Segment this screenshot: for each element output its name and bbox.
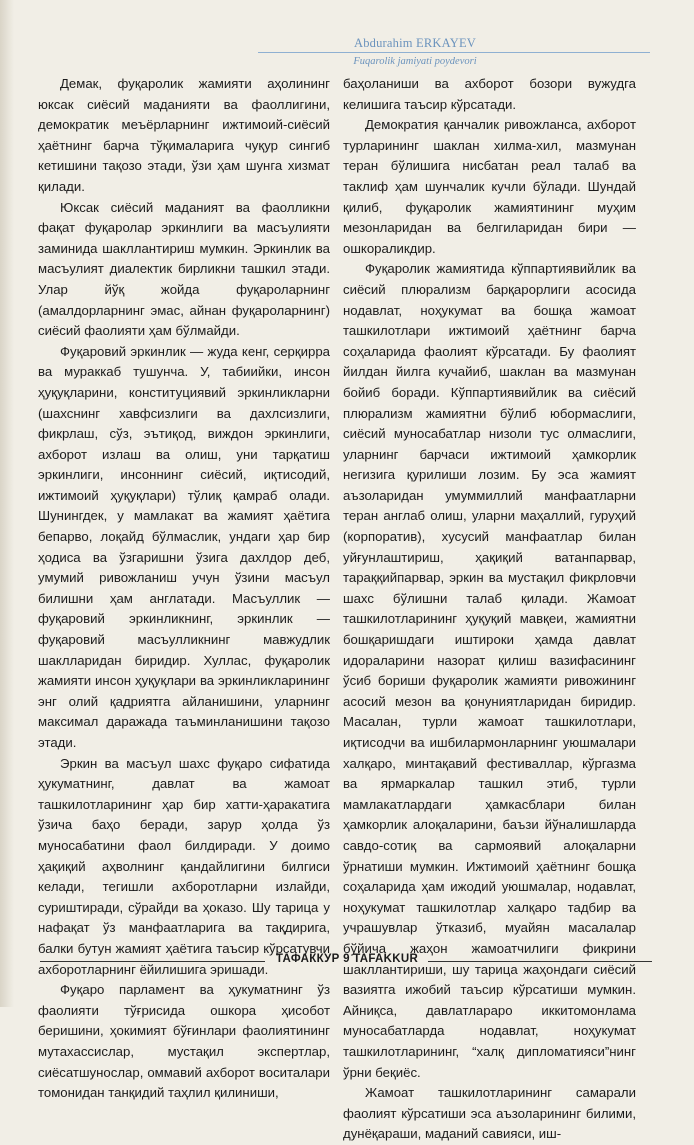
paragraph: Фуқаровий эркинлик — жуда кенг, серқирра ва мураккаб тушунча. У, табиийки, инсон ҳуқуқларини, конституциявий эркинликларни (шахснинг хавфсизлиги ва дахлсизлиги, фикрлаш, сўз, эътиқод, виждон эркинлиги, ахборот излаш ва олиш, уни тарқатиш эркинлиги, инсоннинг сиёсий, иқтисодий, ижтимоий ҳуқуқлари) тўлиқ қамраб олади. Шунингдек, у мамлакат ва жамият ҳаётига бепарво, лоқайд бўлмаслик, ундаги ҳар бир ҳодиса ва ўзгаришни ўзига дахлдор деб, умумий ривожланиш учун ўзини масъул билишни ҳам англатади. Масъуллик — фуқаровий эркинликнинг, эркинлик — фуқаровий масъулликнинг мавжудлик шакллaридан биридир. Хуллас, фуқаролик жамияти инсон ҳуқуқлари ва эркинликларининг энг олий қадриятга айланишини, уларнинг максимал даражада таъминланишини тақозо этади. [38,343,330,750]
paragraph: Фуқаролик жамиятида кўппартиявийлик ва сиёсий плюрализм барқарорлиги асосида нодавлат, ноҳукумат ва бошқа жамоат ташкилотлари ижтимоий ҳаётнинг барча соҳаларида фаолият кўрсатади. Бу фаолият йилдан йилга кучайиб, шаклан ва мазмунан бойиб боради. Кўппартиявийлик ва сиёсий плюрализм жамиятни бўлиб юбормаслиги, сиёсий муносабатлар низоли тус олмаслиги, уларнинг барчаси ижтимоий ҳамкорлик негизига қурилиши лозим. Бу эса жамият аъзоларидан умуммиллий манфаатларни теран англаб олиш, уларни маҳаллий, гуруҳий (корпоратив), хусусий манфаатлар билан уйғунлаштириш, ҳақиқий ватанпарвар, тараққийпарвар, эркин ва мустақил фикрловчи шахс бўлишни талаб қилади. Жамоат ташкилотларининг ҳуқуқий мавқеи, жамиятни бошқаришдаги иштироки ҳамда давлат идораларини назорат қилиш вазифасининг ўсиб бориши фуқаролик жамияти ривожининг асосий мезон ва қонуниятларидан биридир. Масалан, турли жамоат ташкилотлари, иқтисодчи ва ишбилармонларнинг уюшмалари халқаро, минтақавий фестиваллар, кўргазма ва ярмаркалар ташкил этиб, турли мамлакатлардаги ҳамкасблари билан ҳамкорлик алоқаларини, баъзи йўналишларда савдо-сотиқ ва сармоявий алоқаларни ўрнатиши мумкин. Ижтимоий ҳаётнинг бошқа соҳаларида ҳам ижодий уюшмалар, нодавлат, ноҳукумат ташкилотлар халқаро тадбир ва учрашувлар ўтказиб, муайян масалалар бўйича жаҳон жамоатчилиги фикрини шакллантириши, шу тарица жаҳондаги сиёсий вазиятга ижобий таъсир кўрсатиши мумкин. Айниқса, давлатлараро иккитомонлама муносабатларда нодавлат, ноҳукумат ташкилотларининг, “халқ дипломатияси”нинг ўрни беқиёс. [343,261,636,1080]
paragraph: Демократия қанчалик ривожланса, ахборот турларининг шаклан хилма-хил, мазмунан теран бўлишига нисбатан реал талаб ва таклиф ҳам шунчалик кучли бўлади. Шундай қилиб, фуқаролик жамиятининг муҳим мезонларидан ва белгиларидан бири — ошкораликдир. [343,117,636,256]
paragraph-continued: баҳоланиши ва ахборот бозори вужудга келишига таъсир кўрсатади. [343,76,636,112]
running-head-subtitle: Fuqarolik jamiyati poydevori [353,56,477,67]
left-column [38,74,330,1101]
paragraph: Юксак сиёсий маданият ва фаолликни фақат фуқаролар эркинлиги ва масъулияти заминида шакллантириш мумкин. Эркинлик ва масъулият диалектик бирликни ташкил этади. Улар йўқ жойда фуқароларнинг (амалдорларнинг эмас, айнан фуқароларнинг) сиёсий фаолияти ҳам бўлмайди. [38,199,330,339]
footer-rule-right [428,961,652,962]
paragraph: Жамоат ташкилотларининг самарали фаолият кўрсатиши эса аъзоларининг билими, дунёқараши, маданий савияси, иш- [343,1085,636,1142]
page-binding-shadow [0,0,14,1007]
footer-rule-left [40,961,265,962]
page-footer [0,952,694,972]
paragraph: Эркин ва масъул шахс фуқаро сифатида ҳукуматнинг, давлат ва жамоат ташкилотларининг ҳар бир хатти-ҳаракатига ўзича баҳо беради, зарур ҳолда ўз муносабатини фаол билдиради. У доимо ҳақиқий аҳволнинг қандайлигини билгиси келади, тегишли ахборотларни излайди, суриштиради, сўрайди ва ҳоказо. Шу тарица у нафақат ўз манфаатларига ва тақдирига, балки бутун жамият ҳаётига таъсир кўрсатувчи ахборотларнинг ёйилишига эришади. [38,755,330,977]
paragraph: Демак, фуқаролик жамияти аҳолининг юксак сиёсий маданияти ва фаоллигини, демократик меъёрларнинг ижтимоий-сиёсий ҳаётнинг барча тўқималарига чуқур сингиб кетишини тақозо этади, ўзи ҳам шунга хизмат қилади. [38,76,330,194]
paragraph: Фуқаро парламент ва ҳукуматнинг ўз фаолияти тўғрисида ошкора ҳисобот беришини, ҳокимият бўғинлари фаолиятининг мутахассислар, мустақил экспертлар, сиёсатшунослар, оммавий ахборот воситалари томонидан танқидий таҳлил қилиниши, [38,982,330,1101]
running-head-rule [258,52,650,53]
footer-page-label: ТАФАККУР 9 TAFAKKUR [275,953,419,965]
running-head-author: Abdurahim ERKAYEV [353,36,477,50]
